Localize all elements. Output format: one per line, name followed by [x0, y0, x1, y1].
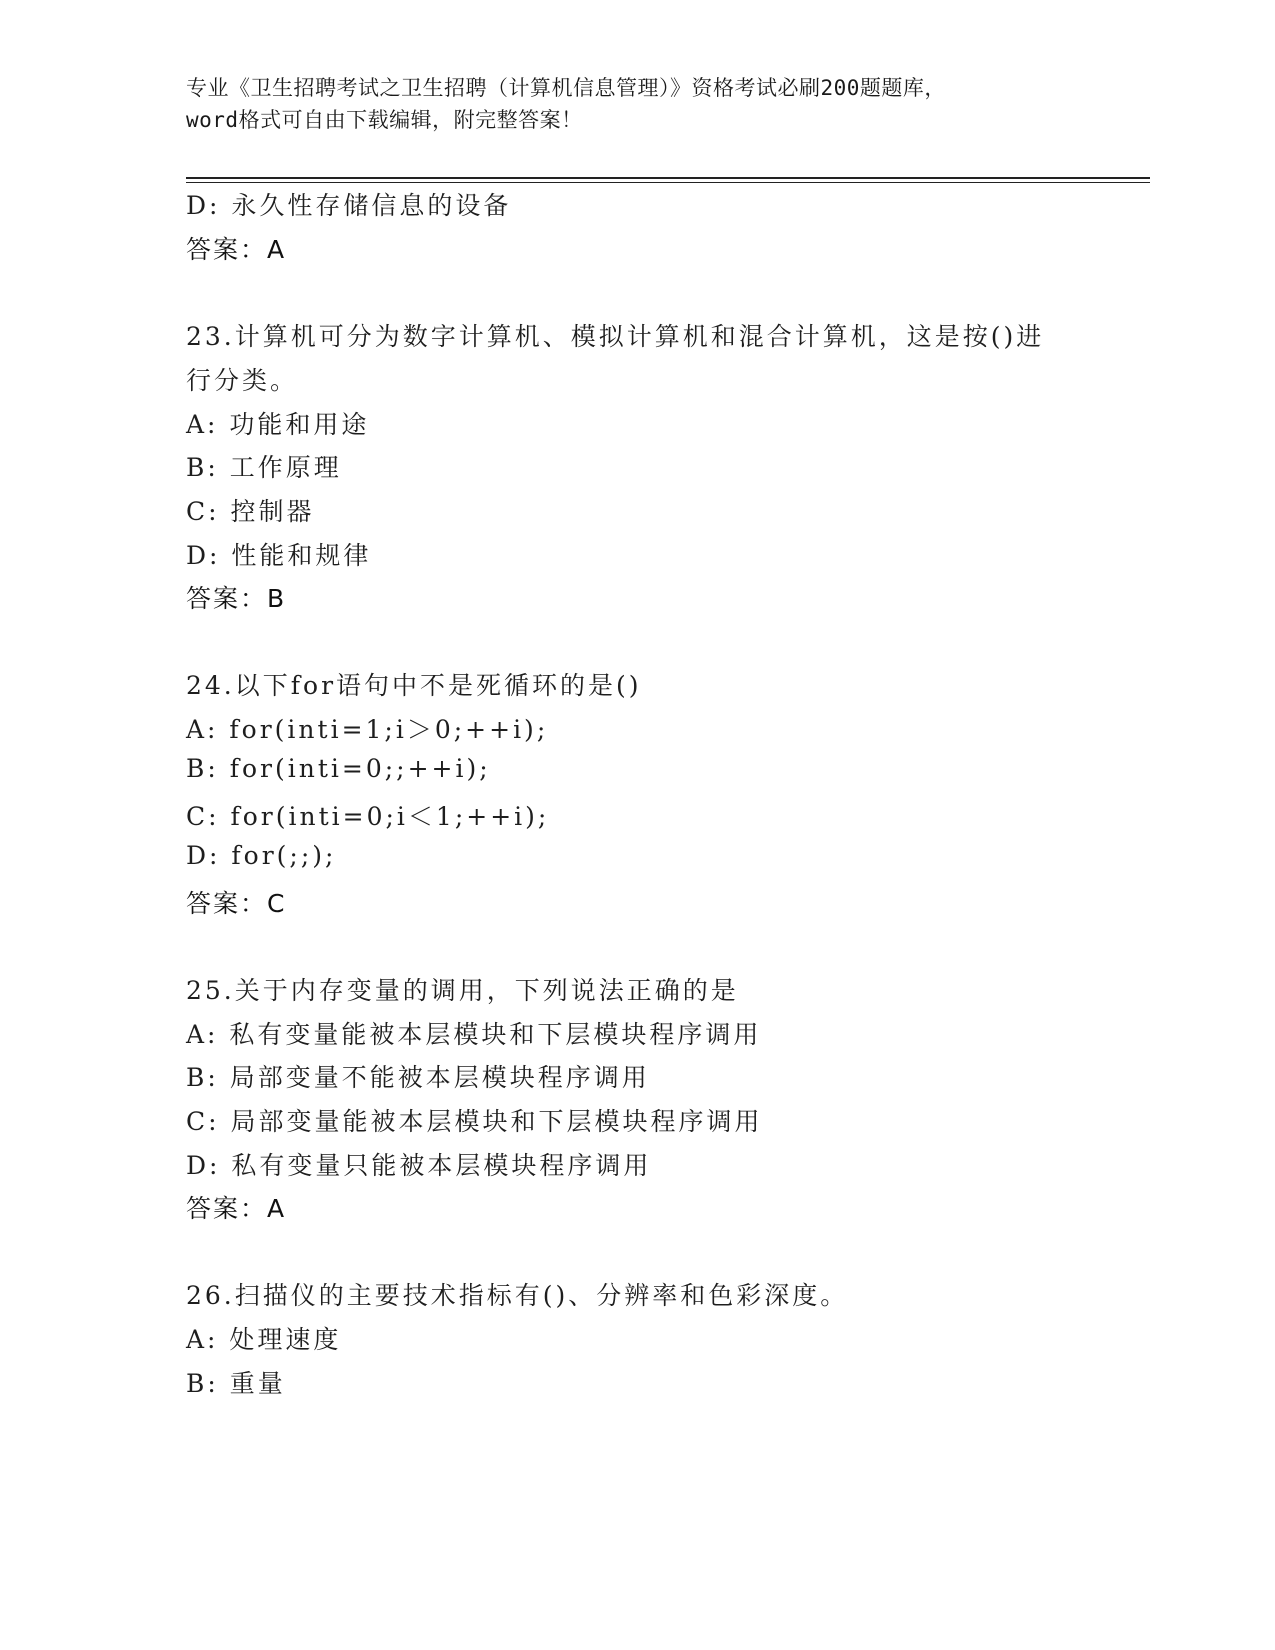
question-26-option-a: A: 处理速度	[186, 1325, 342, 1354]
question-26-option-b: B: 重量	[186, 1369, 286, 1398]
question-23-stem-line-1: 23.计算机可分为数字计算机、模拟计算机和混合计算机，这是按()进	[186, 322, 1045, 351]
question-24-answer: 答案：C	[186, 889, 287, 918]
question-23-option-b: B: 工作原理	[186, 453, 342, 482]
question-25-option-b: B: 局部变量不能被本层模块程序调用	[186, 1063, 650, 1092]
question-25-stem: 25.关于内存变量的调用，下列说法正确的是	[186, 976, 739, 1005]
question-23-option-a: A: 功能和用途	[186, 410, 370, 439]
question-25-option-d: D: 私有变量只能被本层模块程序调用	[186, 1151, 652, 1180]
header-divider-bottom	[186, 182, 1150, 183]
question-23-stem-line-2: 行分类。	[186, 366, 299, 395]
question-24-option-c: C: for(inti=0;i＜1;++i);	[186, 802, 550, 831]
question-25-option-c: C: 局部变量能被本层模块和下层模块程序调用	[186, 1107, 763, 1136]
question-24-option-a: A: for(inti=1;i＞0;++i);	[186, 715, 549, 744]
header-title-line-1: 专业《卫生招聘考试之卫生招聘（计算机信息管理）》资格考试必刷200题题库，	[186, 76, 946, 100]
question-24-stem: 24.以下for语句中不是死循环的是()	[186, 671, 642, 700]
question-24-option-b: B: for(inti=0;;++i);	[186, 754, 491, 783]
question-23-option-d: D: 性能和规律	[186, 541, 372, 570]
question-25-option-a: A: 私有变量能被本层模块和下层模块程序调用	[186, 1020, 762, 1049]
question-24-option-d: D: for(;;);	[186, 841, 337, 870]
question-23-option-c: C: 控制器	[186, 497, 315, 526]
question-23-answer: 答案：B	[186, 584, 287, 613]
answer-line: 答案：A	[186, 235, 287, 264]
question-26-stem: 26.扫描仪的主要技术指标有()、分辨率和色彩深度。	[186, 1281, 849, 1310]
option-d: D: 永久性存储信息的设备	[186, 191, 512, 220]
header-title-line-2: word格式可自由下载编辑，附完整答案！	[186, 108, 583, 132]
document-header	[186, 72, 1106, 136]
header-divider-top	[186, 177, 1150, 179]
question-25-answer: 答案：A	[186, 1194, 287, 1223]
